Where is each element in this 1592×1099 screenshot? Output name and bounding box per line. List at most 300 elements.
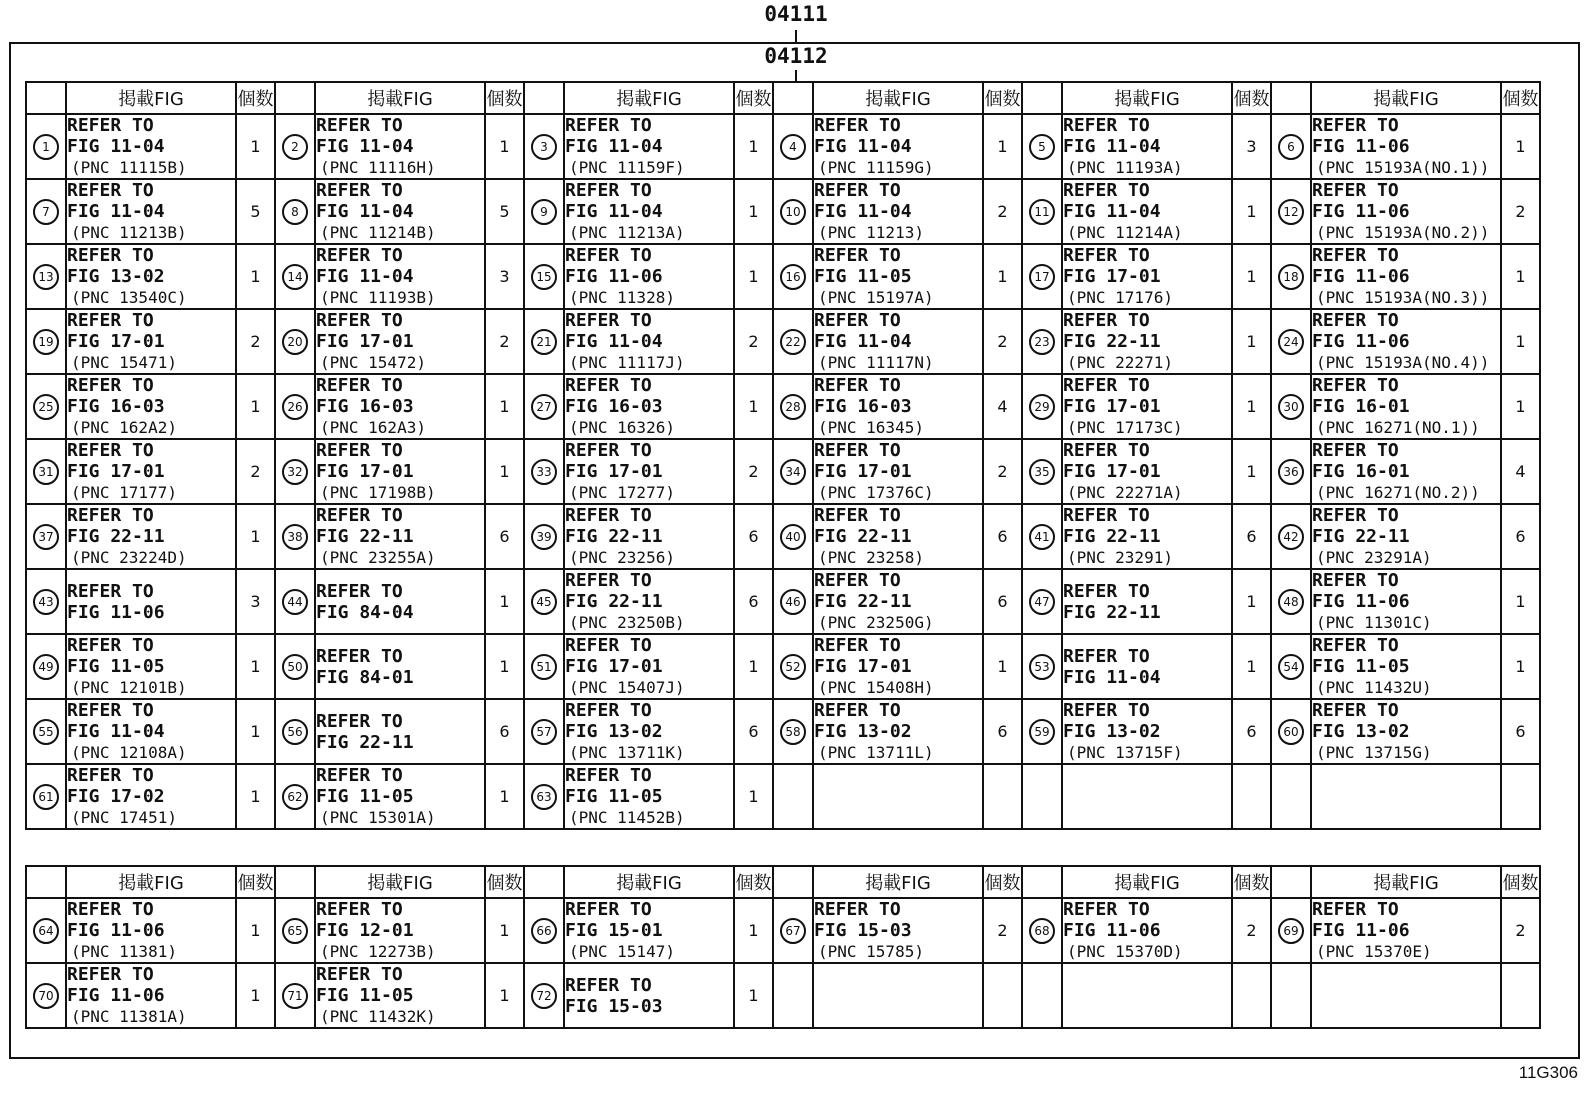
fig-reference-cell <box>1311 634 1501 699</box>
fig-number: FIG 13-02 <box>67 266 165 287</box>
refer-to-label: REFER TO <box>814 180 901 201</box>
fig-number: FIG 11-04 <box>316 266 414 287</box>
fig-number: FIG 22-11 <box>565 526 663 547</box>
header-num-cell <box>1271 82 1311 114</box>
fig-reference-cell <box>564 764 734 829</box>
pnc-code: (PNC 11301C) <box>1316 613 1432 632</box>
header-fig-cell: 掲載FIG <box>315 866 485 898</box>
quantity-cell: 1 <box>1501 309 1540 374</box>
fig-reference-cell <box>1311 569 1501 634</box>
ref-number-cell <box>26 634 66 699</box>
callout-number: 55 <box>33 719 59 745</box>
callout-number: 38 <box>282 524 308 550</box>
ref-number-cell <box>773 179 813 244</box>
ref-number-cell <box>1022 374 1062 439</box>
quantity-cell: 6 <box>485 699 524 764</box>
fig-number: FIG 13-02 <box>1312 721 1410 742</box>
quantity-cell: 1 <box>1232 309 1271 374</box>
callout-number: 52 <box>780 654 806 680</box>
fig-number: FIG 22-11 <box>1312 526 1410 547</box>
fig-number: FIG 11-06 <box>1312 591 1410 612</box>
fig-reference-cell <box>564 179 734 244</box>
table-row <box>26 504 1540 569</box>
callout-number: 36 <box>1278 459 1304 485</box>
quantity-cell: 6 <box>734 569 773 634</box>
fig-number: FIG 11-04 <box>814 201 912 222</box>
refer-to-label: REFER TO <box>1063 505 1150 526</box>
callout-number: 20 <box>282 329 308 355</box>
quantity-cell: 1 <box>485 374 524 439</box>
refer-to-label: REFER TO <box>1063 115 1150 136</box>
quantity-cell: 1 <box>485 764 524 829</box>
quantity-cell: 6 <box>1232 504 1271 569</box>
callout-number: 23 <box>1029 329 1055 355</box>
fig-reference-cell <box>315 963 485 1028</box>
ref-number-cell <box>524 179 564 244</box>
callout-number: 21 <box>531 329 557 355</box>
fig-reference-cell <box>813 439 983 504</box>
fig-reference-cell <box>315 244 485 309</box>
pnc-code: (PNC 17376C) <box>818 483 934 502</box>
quantity-cell: 5 <box>485 179 524 244</box>
pnc-code: (PNC 11213A) <box>569 223 685 242</box>
ref-number-cell <box>275 963 315 1028</box>
refer-to-label: REFER TO <box>316 505 403 526</box>
callout-number: 17 <box>1029 264 1055 290</box>
fig-reference-cell <box>564 439 734 504</box>
refer-to-label: REFER TO <box>814 570 901 591</box>
refer-to-label: REFER TO <box>814 115 901 136</box>
fig-number: FIG 22-11 <box>316 731 414 753</box>
pnc-code: (PNC 162A3) <box>320 418 426 437</box>
ref-number-cell <box>773 963 813 1028</box>
callout-number: 43 <box>33 589 59 615</box>
fig-number: FIG 11-04 <box>1063 201 1161 222</box>
pnc-code: (PNC 13540C) <box>71 288 187 307</box>
refer-to-label: REFER TO <box>67 580 154 602</box>
fig-reference-cell <box>564 244 734 309</box>
refer-to-label: REFER TO <box>316 440 403 461</box>
quantity-cell: 6 <box>734 699 773 764</box>
fig-reference-cell <box>564 374 734 439</box>
fig-reference-cell <box>315 374 485 439</box>
callout-number: 39 <box>531 524 557 550</box>
quantity-cell <box>983 764 1022 829</box>
refer-to-label: REFER TO <box>814 310 901 331</box>
quantity-cell: 2 <box>983 439 1022 504</box>
pnc-code: (PNC 11214B) <box>320 223 436 242</box>
pnc-code: (PNC 17451) <box>71 808 177 827</box>
refer-to-label: REFER TO <box>565 765 652 786</box>
refer-to-label: REFER TO <box>565 310 652 331</box>
callout-number: 67 <box>780 918 806 944</box>
fig-reference-cell <box>66 179 236 244</box>
pnc-code: (PNC 11115B) <box>71 158 187 177</box>
fig-reference-cell <box>1062 114 1232 179</box>
quantity-cell: 1 <box>983 634 1022 699</box>
pnc-code: (PNC 12101B) <box>71 678 187 697</box>
refer-to-label: REFER TO <box>1312 570 1399 591</box>
fig-number: FIG 11-06 <box>1312 201 1410 222</box>
callout-number: 5 <box>1029 134 1055 160</box>
fig-reference-cell <box>66 374 236 439</box>
quantity-cell: 1 <box>1232 634 1271 699</box>
fig-reference-cell <box>1311 963 1501 1028</box>
fig-number: FIG 12-01 <box>316 920 414 941</box>
table-row <box>26 309 1540 374</box>
header-num-cell <box>1022 866 1062 898</box>
ref-number-cell <box>773 114 813 179</box>
header-num-cell <box>26 866 66 898</box>
ref-number-cell <box>773 374 813 439</box>
header-num-cell <box>524 82 564 114</box>
fig-reference-cell <box>315 569 485 634</box>
refer-to-label: REFER TO <box>67 115 154 136</box>
quantity-cell: 1 <box>236 244 275 309</box>
quantity-cell: 4 <box>1501 439 1540 504</box>
quantity-cell: 1 <box>485 963 524 1028</box>
quantity-cell: 1 <box>1501 374 1540 439</box>
header-qty-cell: 個数 <box>485 866 524 898</box>
ref-number-cell <box>1271 963 1311 1028</box>
callout-number: 29 <box>1029 394 1055 420</box>
fig-number: FIG 11-04 <box>565 331 663 352</box>
refer-to-label: REFER TO <box>1312 440 1399 461</box>
fig-reference-cell <box>66 963 236 1028</box>
pnc-code: (PNC 16326) <box>569 418 675 437</box>
refer-to-label: REFER TO <box>1063 440 1150 461</box>
ref-number-cell <box>26 569 66 634</box>
ref-number-cell <box>773 309 813 374</box>
pnc-code: (PNC 23250B) <box>569 613 685 632</box>
header-qty-cell: 個数 <box>1232 82 1271 114</box>
quantity-cell: 1 <box>1501 114 1540 179</box>
fig-number: FIG 16-03 <box>565 396 663 417</box>
callout-number: 58 <box>780 719 806 745</box>
quantity-cell: 1 <box>485 569 524 634</box>
ref-number-cell <box>773 898 813 963</box>
pnc-code: (PNC 11328) <box>569 288 675 307</box>
callout-number: 40 <box>780 524 806 550</box>
fig-number: FIG 15-03 <box>814 920 912 941</box>
refer-to-label: REFER TO <box>1312 700 1399 721</box>
quantity-cell: 1 <box>236 114 275 179</box>
ref-number-cell <box>1271 504 1311 569</box>
ref-number-cell <box>275 898 315 963</box>
callout-number: 13 <box>33 264 59 290</box>
fig-reference-cell <box>1062 244 1232 309</box>
pnc-code: (PNC 15408H) <box>818 678 934 697</box>
fig-number: FIG 11-04 <box>565 201 663 222</box>
ref-number-cell <box>773 764 813 829</box>
quantity-cell: 1 <box>734 374 773 439</box>
header-fig-cell: 掲載FIG <box>813 866 983 898</box>
refer-to-label: REFER TO <box>565 115 652 136</box>
table-row <box>26 963 1540 1028</box>
quantity-cell: 6 <box>983 569 1022 634</box>
refer-to-label: REFER TO <box>67 964 154 985</box>
pnc-code: (PNC 17176) <box>1067 288 1173 307</box>
ref-number-cell <box>524 114 564 179</box>
pnc-code: (PNC 23291) <box>1067 548 1173 567</box>
refer-to-label: REFER TO <box>316 115 403 136</box>
callout-number: 65 <box>282 918 308 944</box>
refer-to-label: REFER TO <box>814 440 901 461</box>
ref-number-cell <box>275 114 315 179</box>
table-row <box>26 764 1540 829</box>
callout-number: 61 <box>33 784 59 810</box>
header-num-cell <box>26 82 66 114</box>
fig-number: FIG 17-01 <box>316 461 414 482</box>
ref-number-cell <box>524 309 564 374</box>
ref-number-cell <box>1271 764 1311 829</box>
refer-to-label: REFER TO <box>67 375 154 396</box>
pnc-code: (PNC 15785) <box>818 942 924 961</box>
callout-number: 1 <box>33 134 59 160</box>
quantity-cell: 1 <box>734 634 773 699</box>
ref-number-cell <box>1271 179 1311 244</box>
refer-to-label: REFER TO <box>1312 180 1399 201</box>
callout-number: 56 <box>282 719 308 745</box>
callout-number: 70 <box>33 983 59 1009</box>
quantity-cell: 2 <box>983 898 1022 963</box>
fig-number: FIG 15-03 <box>565 995 663 1017</box>
ref-number-cell <box>275 764 315 829</box>
callout-number: 12 <box>1278 199 1304 225</box>
quantity-cell: 1 <box>1232 569 1271 634</box>
quantity-cell: 1 <box>983 244 1022 309</box>
pnc-code: (PNC 11432K) <box>320 1007 436 1026</box>
ref-number-cell <box>26 504 66 569</box>
callout-number: 15 <box>531 264 557 290</box>
callout-number: 45 <box>531 589 557 615</box>
fig-number: FIG 17-02 <box>67 786 165 807</box>
refer-to-label: REFER TO <box>1063 645 1150 667</box>
refer-to-label: REFER TO <box>316 645 403 667</box>
header-fig-cell: 掲載FIG <box>1062 82 1232 114</box>
pnc-code: (PNC 23224D) <box>71 548 187 567</box>
refer-to-label: REFER TO <box>814 899 901 920</box>
fig-reference-cell <box>813 898 983 963</box>
refer-to-label: REFER TO <box>565 245 652 266</box>
ref-number-cell <box>524 898 564 963</box>
callout-number: 37 <box>33 524 59 550</box>
fig-reference-cell <box>813 504 983 569</box>
refer-to-label: REFER TO <box>67 700 154 721</box>
ref-number-cell <box>1022 699 1062 764</box>
header-fig-cell: 掲載FIG <box>1311 866 1501 898</box>
refer-to-label: REFER TO <box>67 635 154 656</box>
refer-to-label: REFER TO <box>814 635 901 656</box>
fig-number: FIG 17-01 <box>1063 266 1161 287</box>
ref-number-cell <box>1022 504 1062 569</box>
quantity-cell: 2 <box>983 179 1022 244</box>
pnc-code: (PNC 17173C) <box>1067 418 1183 437</box>
ref-number-cell <box>1022 963 1062 1028</box>
quantity-cell: 2 <box>236 309 275 374</box>
refer-to-label: REFER TO <box>814 700 901 721</box>
fig-number: FIG 11-05 <box>814 266 912 287</box>
fig-number: FIG 11-05 <box>316 786 414 807</box>
ref-number-cell <box>26 764 66 829</box>
quantity-cell: 2 <box>485 309 524 374</box>
callout-number: 16 <box>780 264 806 290</box>
callout-number: 42 <box>1278 524 1304 550</box>
fig-reference-cell <box>315 309 485 374</box>
callout-number: 7 <box>33 199 59 225</box>
pnc-code: (PNC 23291A) <box>1316 548 1432 567</box>
pnc-code: (PNC 11159F) <box>569 158 685 177</box>
pnc-code: (PNC 17177) <box>71 483 177 502</box>
refer-to-label: REFER TO <box>67 440 154 461</box>
quantity-cell: 1 <box>734 179 773 244</box>
fig-number: FIG 11-05 <box>565 786 663 807</box>
fig-number: FIG 22-11 <box>814 591 912 612</box>
quantity-cell: 1 <box>236 699 275 764</box>
refer-to-label: REFER TO <box>1312 505 1399 526</box>
refer-to-label: REFER TO <box>1063 245 1150 266</box>
pnc-code: (PNC 11214A) <box>1067 223 1183 242</box>
fig-number: FIG 17-01 <box>67 461 165 482</box>
pnc-code: (PNC 15407J) <box>569 678 685 697</box>
quantity-cell: 1 <box>485 898 524 963</box>
table-row <box>26 114 1540 179</box>
table-row <box>26 699 1540 764</box>
fig-reference-cell <box>1062 374 1232 439</box>
callout-number: 35 <box>1029 459 1055 485</box>
ref-number-cell <box>1022 898 1062 963</box>
header-fig-cell: 掲載FIG <box>564 866 734 898</box>
ref-number-cell <box>26 439 66 504</box>
callout-number: 64 <box>33 918 59 944</box>
quantity-cell: 1 <box>734 114 773 179</box>
pnc-code: (PNC 11452B) <box>569 808 685 827</box>
quantity-cell: 6 <box>1501 504 1540 569</box>
refer-to-label: REFER TO <box>67 765 154 786</box>
fig-reference-cell <box>66 699 236 764</box>
ref-number-cell <box>275 179 315 244</box>
ref-number-cell <box>524 764 564 829</box>
refer-to-label: REFER TO <box>67 899 154 920</box>
ref-number-cell <box>1022 569 1062 634</box>
fig-reference-cell <box>1311 699 1501 764</box>
pnc-code: (PNC 23255A) <box>320 548 436 567</box>
fig-reference-cell <box>1311 439 1501 504</box>
callout-number: 48 <box>1278 589 1304 615</box>
quantity-cell: 6 <box>1501 699 1540 764</box>
pnc-code: (PNC 11381) <box>71 942 177 961</box>
fig-number: FIG 11-06 <box>67 985 165 1006</box>
quantity-cell <box>1232 963 1271 1028</box>
callout-number: 11 <box>1029 199 1055 225</box>
fig-reference-cell <box>66 309 236 374</box>
fig-number: FIG 15-01 <box>565 920 663 941</box>
pnc-code: (PNC 17277) <box>569 483 675 502</box>
refer-to-label: REFER TO <box>1063 375 1150 396</box>
ref-number-cell <box>1271 374 1311 439</box>
pnc-code: (PNC 13715F) <box>1067 743 1183 762</box>
header-qty-cell: 個数 <box>983 866 1022 898</box>
fig-reference-cell <box>564 963 734 1028</box>
callout-number: 50 <box>282 654 308 680</box>
refer-to-label: REFER TO <box>814 245 901 266</box>
header-num-cell <box>773 82 813 114</box>
fig-number: FIG 17-01 <box>1063 396 1161 417</box>
callout-number: 3 <box>531 134 557 160</box>
ref-number-cell <box>275 569 315 634</box>
fig-reference-cell <box>813 963 983 1028</box>
quantity-cell <box>1501 764 1540 829</box>
ref-number-cell <box>26 963 66 1028</box>
callout-number: 49 <box>33 654 59 680</box>
quantity-cell: 1 <box>734 244 773 309</box>
header-qty-cell: 個数 <box>734 82 773 114</box>
figure-id: 11G306 <box>1518 1063 1578 1082</box>
part-code-top: 04111 <box>764 2 828 26</box>
fig-reference-cell <box>1062 699 1232 764</box>
pnc-code: (PNC 15193A(NO.4)) <box>1316 353 1490 372</box>
fig-reference-cell <box>564 569 734 634</box>
ref-number-cell <box>275 244 315 309</box>
fig-reference-cell <box>315 634 485 699</box>
quantity-cell: 1 <box>485 114 524 179</box>
header-num-cell <box>275 82 315 114</box>
table-row <box>26 439 1540 504</box>
refer-to-label: REFER TO <box>316 180 403 201</box>
header-qty-cell: 個数 <box>1501 82 1540 114</box>
fig-number: FIG 16-03 <box>814 396 912 417</box>
header-num-cell <box>773 866 813 898</box>
ref-number-cell <box>275 699 315 764</box>
refer-to-label: REFER TO <box>1312 245 1399 266</box>
fig-number: FIG 13-02 <box>1063 721 1161 742</box>
fig-reference-cell <box>66 569 236 634</box>
ref-number-cell <box>275 309 315 374</box>
fig-number: FIG 22-11 <box>1063 526 1161 547</box>
fig-reference-cell <box>1311 504 1501 569</box>
quantity-cell <box>983 963 1022 1028</box>
callout-number: 33 <box>531 459 557 485</box>
refer-to-label: REFER TO <box>1312 115 1399 136</box>
fig-reference-cell <box>315 699 485 764</box>
quantity-cell: 1 <box>983 114 1022 179</box>
fig-number: FIG 11-04 <box>1063 666 1161 688</box>
quantity-cell: 2 <box>1501 179 1540 244</box>
pnc-code: (PNC 17198B) <box>320 483 436 502</box>
callout-number: 44 <box>282 589 308 615</box>
ref-number-cell <box>1022 114 1062 179</box>
quantity-cell: 2 <box>734 309 773 374</box>
ref-number-cell <box>1271 244 1311 309</box>
fig-number: FIG 22-11 <box>1063 331 1161 352</box>
quantity-cell: 1 <box>1501 569 1540 634</box>
refer-to-label: REFER TO <box>1312 899 1399 920</box>
callout-number: 71 <box>282 983 308 1009</box>
fig-reference-cell <box>315 764 485 829</box>
callout-number: 57 <box>531 719 557 745</box>
quantity-cell: 2 <box>1232 898 1271 963</box>
callout-number: 63 <box>531 784 557 810</box>
table-row <box>26 898 1540 963</box>
header-fig-cell: 掲載FIG <box>66 82 236 114</box>
callout-number: 9 <box>531 199 557 225</box>
fig-reference-cell <box>813 309 983 374</box>
ref-number-cell <box>1022 179 1062 244</box>
refer-to-label: REFER TO <box>565 974 652 996</box>
ref-number-cell <box>275 374 315 439</box>
callout-number: 6 <box>1278 134 1304 160</box>
pnc-code: (PNC 11381A) <box>71 1007 187 1026</box>
